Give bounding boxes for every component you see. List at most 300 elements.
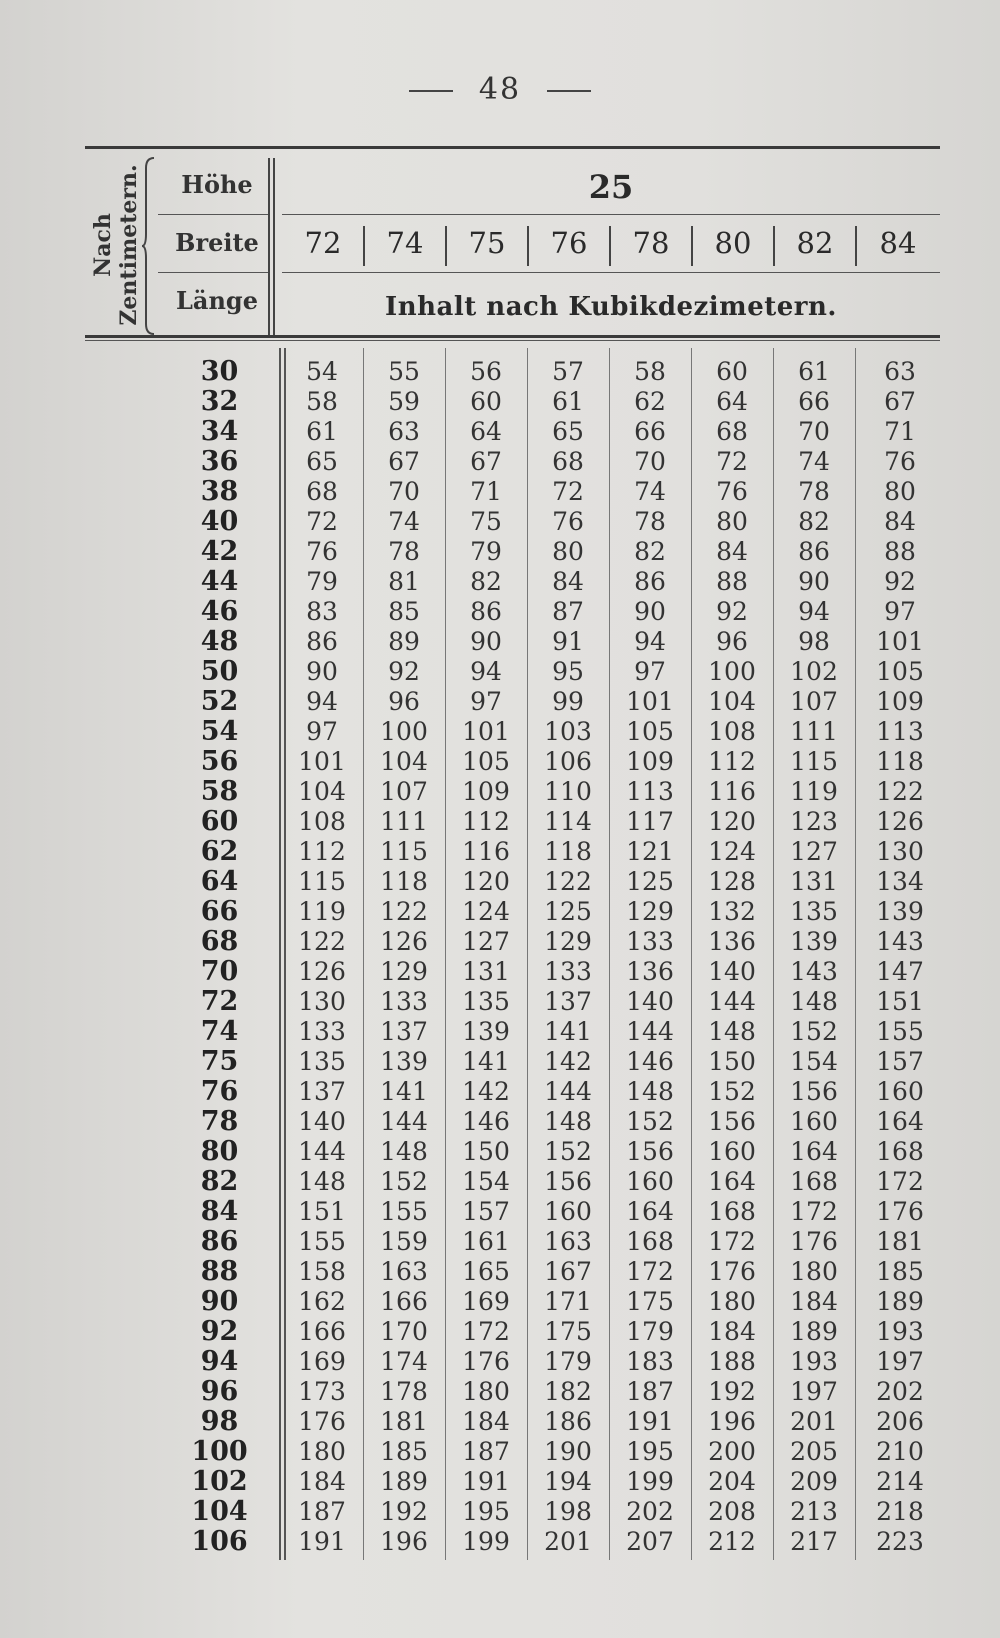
volume-cell: 56 [470, 356, 502, 386]
volume-cell: 210 [876, 1436, 924, 1466]
volume-cell: 98 [798, 626, 830, 656]
volume-cell: 174 [380, 1346, 428, 1376]
volume-cell: 160 [876, 1076, 924, 1106]
laenge-value: 42 [200, 535, 239, 567]
table-row [158, 1226, 945, 1256]
volume-cell: 128 [708, 866, 756, 896]
volume-cell: 176 [298, 1406, 346, 1436]
breite-value: 80 [714, 226, 752, 260]
table-row [158, 986, 945, 1016]
volume-cell: 61 [306, 416, 338, 446]
table-row [158, 356, 945, 386]
volume-cell: 92 [388, 656, 420, 686]
volume-cell: 101 [876, 626, 924, 656]
volume-cell: 141 [380, 1076, 428, 1106]
volume-cell: 165 [462, 1256, 510, 1286]
laenge-value: 90 [200, 1285, 239, 1317]
volume-cell: 70 [388, 476, 420, 506]
volume-cell: 90 [470, 626, 502, 656]
volume-cell: 64 [716, 386, 748, 416]
volume-cell: 147 [876, 956, 924, 986]
volume-cell: 79 [306, 566, 338, 596]
volume-cell: 209 [790, 1466, 838, 1496]
volume-cell: 204 [708, 1466, 756, 1496]
volume-cell: 84 [552, 566, 584, 596]
laenge-value: 88 [200, 1255, 239, 1287]
laenge-value: 30 [200, 355, 239, 387]
volume-cell: 146 [626, 1046, 674, 1076]
volume-cell: 144 [544, 1076, 592, 1106]
label-separator-2 [158, 272, 268, 273]
volume-cell: 113 [626, 776, 674, 806]
curly-brace-icon [142, 156, 156, 336]
laenge-value: 102 [191, 1465, 248, 1497]
volume-cell: 71 [470, 476, 502, 506]
volume-cell: 112 [708, 746, 756, 776]
laenge-value: 58 [200, 775, 239, 807]
volume-cell: 202 [876, 1376, 924, 1406]
laenge-value: 56 [200, 745, 239, 777]
volume-cell: 164 [626, 1196, 674, 1226]
volume-cell: 164 [708, 1166, 756, 1196]
volume-cell: 169 [462, 1286, 510, 1316]
volume-cell: 109 [876, 686, 924, 716]
volume-cell: 142 [462, 1076, 510, 1106]
volume-cell: 176 [790, 1226, 838, 1256]
table-row [158, 1286, 945, 1316]
volume-cell: 168 [790, 1166, 838, 1196]
volume-cell: 167 [544, 1256, 592, 1286]
volume-cell: 186 [544, 1406, 592, 1436]
table-row [158, 1466, 945, 1496]
volume-cell: 111 [380, 806, 428, 836]
laenge-label: Länge [176, 286, 258, 315]
volume-cell: 63 [388, 416, 420, 446]
volume-cell: 97 [306, 716, 338, 746]
volume-cell: 59 [388, 386, 420, 416]
table-row [158, 896, 945, 926]
volume-cell: 154 [790, 1046, 838, 1076]
volume-cell: 72 [306, 506, 338, 536]
volume-cell: 65 [552, 416, 584, 446]
volume-cell: 83 [306, 596, 338, 626]
volume-cell: 137 [380, 1016, 428, 1046]
volume-cell: 104 [298, 776, 346, 806]
volume-cell: 136 [708, 926, 756, 956]
volume-cell: 63 [884, 356, 916, 386]
volume-cell: 86 [306, 626, 338, 656]
volume-cell: 142 [544, 1046, 592, 1076]
volume-cell: 189 [876, 1286, 924, 1316]
volume-cell: 135 [790, 896, 838, 926]
header-bottom-rule [85, 335, 940, 338]
volume-cell: 161 [462, 1226, 510, 1256]
volume-cell: 182 [544, 1376, 592, 1406]
volume-cell: 90 [306, 656, 338, 686]
volume-cell: 160 [544, 1196, 592, 1226]
volume-cell: 96 [388, 686, 420, 716]
laenge-value: 40 [200, 505, 239, 537]
laenge-value: 50 [200, 655, 239, 687]
volume-cell: 156 [790, 1076, 838, 1106]
volume-cell: 148 [708, 1016, 756, 1046]
volume-cell: 172 [790, 1196, 838, 1226]
volume-cell: 180 [298, 1436, 346, 1466]
volume-cell: 141 [544, 1016, 592, 1046]
volume-cell: 125 [544, 896, 592, 926]
volume-cell: 75 [470, 506, 502, 536]
volume-cell: 108 [708, 716, 756, 746]
volume-cell: 160 [790, 1106, 838, 1136]
table-row [158, 386, 945, 416]
volume-cell: 199 [626, 1466, 674, 1496]
volume-cell: 181 [380, 1406, 428, 1436]
volume-cell: 176 [708, 1256, 756, 1286]
volume-cell: 131 [790, 866, 838, 896]
volume-cell: 105 [462, 746, 510, 776]
volume-cell: 100 [708, 656, 756, 686]
volume-cell: 152 [544, 1136, 592, 1166]
page-number [0, 72, 1000, 107]
volume-cell: 157 [462, 1196, 510, 1226]
volume-cell: 106 [544, 746, 592, 776]
volume-cell: 122 [380, 896, 428, 926]
volume-cell: 163 [544, 1226, 592, 1256]
volume-cell: 74 [634, 476, 666, 506]
volume-cell: 100 [380, 716, 428, 746]
table-row [158, 656, 945, 686]
volume-cell: 104 [708, 686, 756, 716]
volume-cell: 198 [544, 1496, 592, 1526]
table-row [158, 686, 945, 716]
volume-cell: 172 [708, 1226, 756, 1256]
laenge-value: 75 [200, 1045, 239, 1077]
volume-cell: 112 [462, 806, 510, 836]
volume-cell: 88 [716, 566, 748, 596]
volume-cell: 214 [876, 1466, 924, 1496]
volume-cell: 79 [470, 536, 502, 566]
volume-cell: 101 [298, 746, 346, 776]
volume-table [158, 356, 945, 1556]
volume-cell: 82 [470, 566, 502, 596]
volume-cell: 183 [626, 1346, 674, 1376]
laenge-value: 34 [200, 415, 239, 447]
volume-cell: 200 [708, 1436, 756, 1466]
volume-cell: 125 [626, 866, 674, 896]
volume-cell: 152 [380, 1166, 428, 1196]
volume-cell: 151 [298, 1196, 346, 1226]
volume-cell: 189 [380, 1466, 428, 1496]
volume-cell: 117 [626, 806, 674, 836]
volume-cell: 105 [626, 716, 674, 746]
table-row [158, 1316, 945, 1346]
volume-cell: 162 [298, 1286, 346, 1316]
volume-cell: 168 [708, 1196, 756, 1226]
table-row [158, 536, 945, 566]
laenge-value: 94 [200, 1345, 239, 1377]
volume-cell: 90 [634, 596, 666, 626]
breite-separator [282, 272, 940, 273]
volume-cell: 187 [462, 1436, 510, 1466]
volume-cell: 176 [462, 1346, 510, 1376]
breite-value: 82 [796, 226, 834, 260]
volume-cell: 94 [306, 686, 338, 716]
volume-cell: 109 [462, 776, 510, 806]
volume-cell: 97 [634, 656, 666, 686]
volume-cell: 133 [544, 956, 592, 986]
laenge-value: 92 [200, 1315, 239, 1347]
laenge-value: 82 [200, 1165, 239, 1197]
volume-cell: 191 [462, 1466, 510, 1496]
volume-cell: 107 [380, 776, 428, 806]
volume-cell: 105 [876, 656, 924, 686]
volume-cell: 111 [790, 716, 838, 746]
table-row [158, 1196, 945, 1226]
volume-cell: 159 [380, 1226, 428, 1256]
volume-cell: 118 [544, 836, 592, 866]
volume-cell: 114 [544, 806, 592, 836]
table-row [158, 956, 945, 986]
volume-cell: 205 [790, 1436, 838, 1466]
volume-cell: 123 [790, 806, 838, 836]
volume-cell: 94 [798, 596, 830, 626]
table-row [158, 1526, 945, 1556]
volume-cell: 184 [462, 1406, 510, 1436]
volume-cell: 101 [626, 686, 674, 716]
laenge-value: 60 [200, 805, 239, 837]
volume-cell: 126 [298, 956, 346, 986]
volume-cell: 81 [388, 566, 420, 596]
laenge-value: 44 [200, 565, 239, 597]
volume-cell: 84 [884, 506, 916, 536]
volume-cell: 116 [708, 776, 756, 806]
volume-cell: 68 [716, 416, 748, 446]
volume-cell: 108 [298, 806, 346, 836]
volume-cell: 70 [798, 416, 830, 446]
volume-cell: 122 [298, 926, 346, 956]
volume-cell: 201 [790, 1406, 838, 1436]
volume-cell: 96 [716, 626, 748, 656]
laenge-value: 106 [191, 1525, 248, 1557]
volume-cell: 197 [876, 1346, 924, 1376]
volume-cell: 152 [790, 1016, 838, 1046]
volume-cell: 155 [298, 1226, 346, 1256]
volume-cell: 133 [380, 986, 428, 1016]
volume-cell: 143 [790, 956, 838, 986]
breite-value: 76 [550, 226, 588, 260]
table-row [158, 1406, 945, 1436]
volume-cell: 95 [552, 656, 584, 686]
volume-cell: 155 [876, 1016, 924, 1046]
volume-cell: 70 [634, 446, 666, 476]
volume-cell: 172 [876, 1166, 924, 1196]
volume-cell: 61 [552, 386, 584, 416]
volume-cell: 218 [876, 1496, 924, 1526]
volume-cell: 193 [790, 1346, 838, 1376]
laenge-value: 86 [200, 1225, 239, 1257]
volume-cell: 181 [876, 1226, 924, 1256]
table-row [158, 866, 945, 896]
volume-cell: 213 [790, 1496, 838, 1526]
volume-cell: 130 [876, 836, 924, 866]
volume-cell: 180 [462, 1376, 510, 1406]
volume-cell: 78 [388, 536, 420, 566]
side-label-line-2: Zentimetern. [115, 164, 142, 326]
laenge-value: 54 [200, 715, 239, 747]
table-row [158, 476, 945, 506]
volume-cell: 64 [470, 416, 502, 446]
laenge-value: 96 [200, 1375, 239, 1407]
table-row [158, 506, 945, 536]
table-row [158, 1256, 945, 1286]
dash-right [547, 90, 591, 92]
volume-cell: 80 [884, 476, 916, 506]
volume-cell: 176 [876, 1196, 924, 1226]
volume-cell: 148 [380, 1136, 428, 1166]
volume-cell: 140 [626, 986, 674, 1016]
volume-cell: 57 [552, 356, 584, 386]
volume-cell: 160 [708, 1136, 756, 1166]
laenge-value: 68 [200, 925, 239, 957]
volume-cell: 199 [462, 1526, 510, 1556]
table-row [158, 566, 945, 596]
volume-cell: 78 [634, 506, 666, 536]
laenge-value: 84 [200, 1195, 239, 1227]
volume-cell: 148 [790, 986, 838, 1016]
laenge-value: 38 [200, 475, 239, 507]
laenge-value: 74 [200, 1015, 239, 1047]
volume-cell: 201 [544, 1526, 592, 1556]
volume-cell: 91 [552, 626, 584, 656]
laenge-value: 72 [200, 985, 239, 1017]
volume-cell: 187 [298, 1496, 346, 1526]
volume-cell: 137 [298, 1076, 346, 1106]
volume-cell: 193 [876, 1316, 924, 1346]
table-row [158, 776, 945, 806]
volume-cell: 208 [708, 1496, 756, 1526]
volume-cell: 189 [790, 1316, 838, 1346]
volume-cell: 72 [552, 476, 584, 506]
volume-cell: 72 [716, 446, 748, 476]
laenge-value: 64 [200, 865, 239, 897]
volume-cell: 191 [298, 1526, 346, 1556]
volume-cell: 118 [380, 866, 428, 896]
volume-cell: 192 [708, 1376, 756, 1406]
volume-cell: 80 [716, 506, 748, 536]
side-label-text [90, 164, 142, 325]
volume-cell: 119 [790, 776, 838, 806]
volume-cell: 171 [544, 1286, 592, 1316]
volume-cell: 166 [298, 1316, 346, 1346]
volume-cell: 135 [298, 1046, 346, 1076]
volume-cell: 115 [790, 746, 838, 776]
volume-cell: 155 [380, 1196, 428, 1226]
volume-cell: 119 [298, 896, 346, 926]
volume-cell: 148 [626, 1076, 674, 1106]
laenge-value: 78 [200, 1105, 239, 1137]
table-row [158, 836, 945, 866]
volume-cell: 130 [298, 986, 346, 1016]
breite-label: Breite [175, 228, 259, 257]
volume-cell: 80 [552, 536, 584, 566]
volume-cell: 192 [380, 1496, 428, 1526]
volume-cell: 152 [626, 1106, 674, 1136]
volume-cell: 97 [884, 596, 916, 626]
volume-cell: 133 [298, 1016, 346, 1046]
volume-cell: 185 [876, 1256, 924, 1286]
volume-cell: 76 [716, 476, 748, 506]
laenge-value: 98 [200, 1405, 239, 1437]
volume-cell: 121 [626, 836, 674, 866]
volume-cell: 118 [876, 746, 924, 776]
dash-left [409, 90, 453, 92]
volume-cell: 223 [876, 1526, 924, 1556]
volume-cell: 185 [380, 1436, 428, 1466]
volume-cell: 194 [544, 1466, 592, 1496]
volume-cell: 94 [634, 626, 666, 656]
volume-cell: 76 [884, 446, 916, 476]
volume-cell: 207 [626, 1526, 674, 1556]
volume-cell: 172 [462, 1316, 510, 1346]
table-row [158, 1436, 945, 1466]
volume-cell: 187 [626, 1376, 674, 1406]
hoehe-separator [282, 214, 940, 215]
volume-cell: 140 [298, 1106, 346, 1136]
volume-cell: 101 [462, 716, 510, 746]
volume-cell: 107 [790, 686, 838, 716]
header-bottom-rule-thin [85, 340, 940, 341]
table-row [158, 1076, 945, 1106]
table-row [158, 626, 945, 656]
volume-cell: 60 [716, 356, 748, 386]
inhalt-label: Inhalt nach Kubikdezimetern. [385, 292, 837, 322]
volume-cell: 132 [708, 896, 756, 926]
volume-cell: 124 [708, 836, 756, 866]
volume-cell: 151 [876, 986, 924, 1016]
volume-cell: 67 [470, 446, 502, 476]
volume-cell: 129 [626, 896, 674, 926]
volume-cell: 54 [306, 356, 338, 386]
volume-cell: 191 [626, 1406, 674, 1436]
volume-cell: 180 [708, 1286, 756, 1316]
side-label-line-1: Nach [89, 213, 116, 277]
laenge-value: 100 [191, 1435, 248, 1467]
label-separator-1 [158, 214, 268, 215]
volume-cell: 120 [462, 866, 510, 896]
volume-cell: 97 [470, 686, 502, 716]
table-row [158, 716, 945, 746]
volume-cell: 74 [388, 506, 420, 536]
volume-cell: 206 [876, 1406, 924, 1436]
volume-cell: 146 [462, 1106, 510, 1136]
volume-cell: 84 [716, 536, 748, 566]
table-row [158, 446, 945, 476]
volume-cell: 144 [380, 1106, 428, 1136]
laenge-value: 36 [200, 445, 239, 477]
volume-cell: 178 [380, 1376, 428, 1406]
volume-cell: 129 [544, 926, 592, 956]
volume-cell: 74 [798, 446, 830, 476]
volume-cell: 110 [544, 776, 592, 806]
volume-cell: 82 [798, 506, 830, 536]
breite-value: 72 [304, 226, 342, 260]
volume-cell: 160 [626, 1166, 674, 1196]
volume-cell: 179 [544, 1346, 592, 1376]
table-row [158, 1166, 945, 1196]
volume-cell: 116 [462, 836, 510, 866]
volume-cell: 152 [708, 1076, 756, 1106]
laenge-value: 32 [200, 385, 239, 417]
